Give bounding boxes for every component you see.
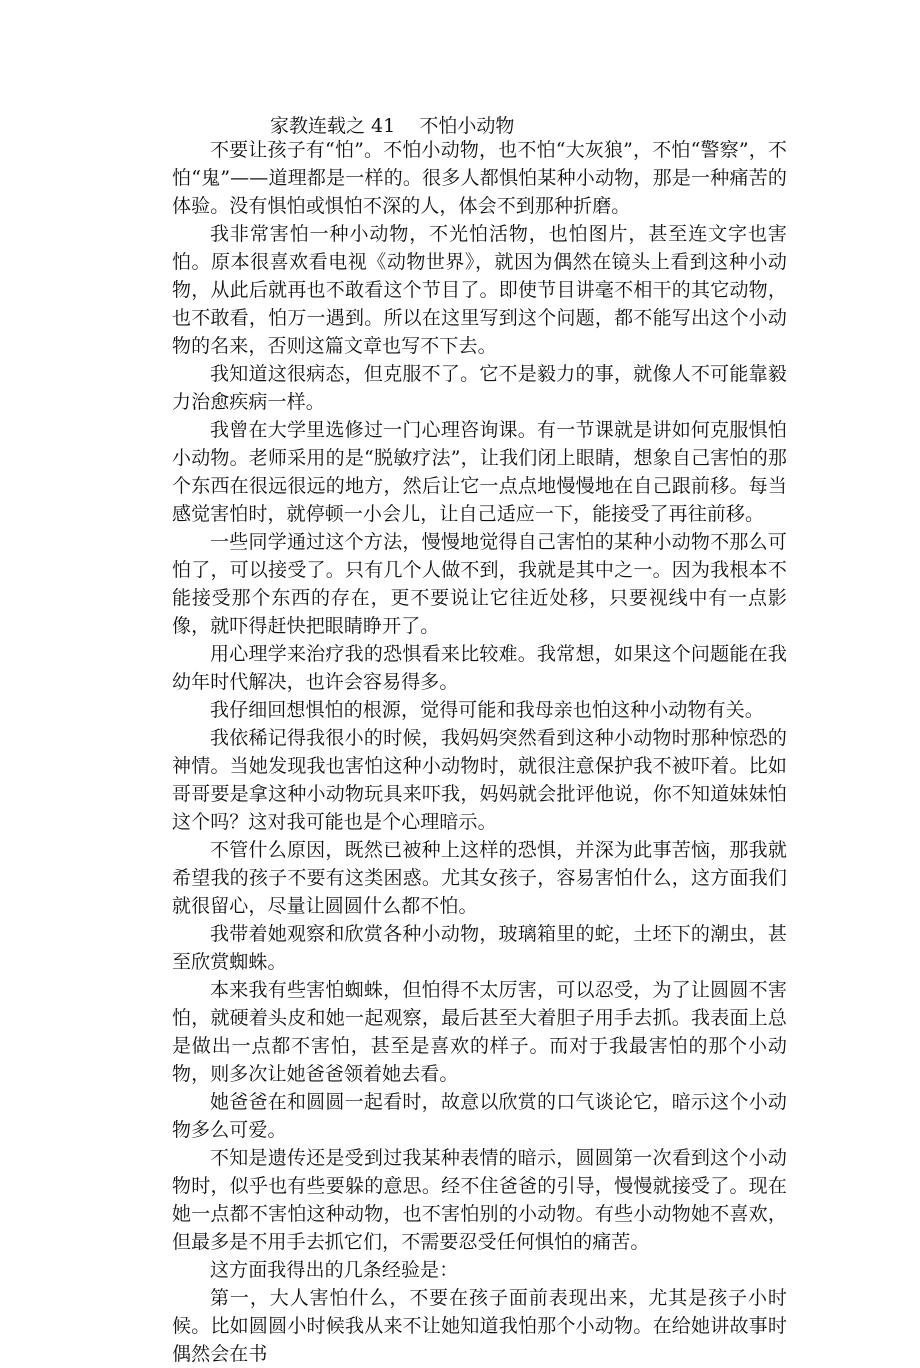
paragraph: 第一，大人害怕什么，不要在孩子面前表现出来，尤其是孩子小时候。比如圆圆小时候我从来不让她知道我怕那个小动物。在给她讲故事时偶然会在书 <box>172 1287 787 1365</box>
paragraph: 我曾在大学里选修过一门心理咨询课。有一节课就是讲如何克服惧怕小动物。老师采用的是“脱敏疗法”，让我们闭上眼睛，想象自己害怕的那个东西在很远很远的地方，然后让它一点点地慢慢地在自己跟前移。每当感觉害怕时，就停顿一小会儿，让自己适应一下，能接受了再往前移。 <box>172 419 787 525</box>
paragraph: 不要让孩子有“怕”。不怕小动物，也不怕“大灰狼”，不怕“警察”，不怕“鬼”——道理都是一样的。很多人都惧怕某种小动物，那是一种痛苦的体验。没有惧怕或惧怕不深的人，体会不到那种折磨。 <box>172 139 787 217</box>
paragraph: 用心理学来治疗我的恐惧看来比较难。我常想，如果这个问题能在我幼年时代解决，也许会容易得多。 <box>172 643 787 693</box>
document-title: 家教连载之 41 不怕小动物 <box>270 115 515 137</box>
document-body <box>172 136 787 1368</box>
paragraph: 她爸爸在和圆圆一起看时，故意以欣赏的口气谈论它，暗示这个小动物多么可爱。 <box>172 1091 787 1141</box>
paragraph: 我仔细回想惧怕的根源，觉得可能和我母亲也怕这种小动物有关。 <box>210 699 764 721</box>
paragraph: 我依稀记得我很小的时候，我妈妈突然看到这种小动物时那种惊恐的神情。当她发现我也害怕这种小动物时，就很注意保护我不被吓着。比如哥哥要是拿这种小动物玩具来吓我，妈妈就会批评他说，你不知道妹妹怕这个吗？这对我可能也是个心理暗示。 <box>172 727 787 833</box>
paragraph: 我知道这很病态，但克服不了。它不是毅力的事，就像人不可能靠毅力治愈疾病一样。 <box>172 363 787 413</box>
paragraph: 这方面我得出的几条经验是： <box>210 1259 459 1281</box>
paragraph: 我非常害怕一种小动物，不光怕活物，也怕图片，甚至连文字也害怕。原本很喜欢看电视《动物世界》，就因为偶然在镜头上看到这种小动物，从此后就再也不敢看这个节目了。即使节目讲毫不相干的其它动物，也不敢看，怕万一遇到。所以在这里写到这个问题，都不能写出这个小动物的名来，否则这篇文章也写不下去。 <box>172 223 787 357</box>
paragraph: 不管什么原因，既然已被种上这样的恐惧，并深为此事苦恼，那我就希望我的孩子不要有这类困惑。尤其女孩子，容易害怕什么，这方面我们就很留心，尽量让圆圆什么都不怕。 <box>172 839 787 917</box>
paragraph: 我带着她观察和欣赏各种小动物，玻璃箱里的蛇，土坯下的潮虫，甚至欣赏蜘蛛。 <box>172 923 787 973</box>
paragraph: 一些同学通过这个方法，慢慢地觉得自己害怕的某种小动物不那么可怕了，可以接受了。只有几个人做不到，我就是其中之一。因为我根本不能接受那个东西的存在，更不要说让它往近处移，只要视线中有一点影像，就吓得赶快把眼睛睁开了。 <box>172 531 787 637</box>
paragraph: 不知是遗传还是受到过我某种表情的暗示，圆圆第一次看到这个小动物时，似乎也有些要躲的意思。经不住爸爸的引导，慢慢就接受了。现在她一点都不害怕这种动物，也不害怕别的小动物。有些小动物她不喜欢，但最多是不用手去抓它们，不需要忍受任何惧怕的痛苦。 <box>172 1147 787 1253</box>
paragraph: 本来我有些害怕蜘蛛，但怕得不太厉害，可以忍受，为了让圆圆不害怕，就硬着头皮和她一起观察，最后甚至大着胆子用手去抓。我表面上总是做出一点都不害怕，甚至是喜欢的样子。而对于我最害怕的那个小动物，则多次让她爸爸领着她去看。 <box>172 979 787 1085</box>
